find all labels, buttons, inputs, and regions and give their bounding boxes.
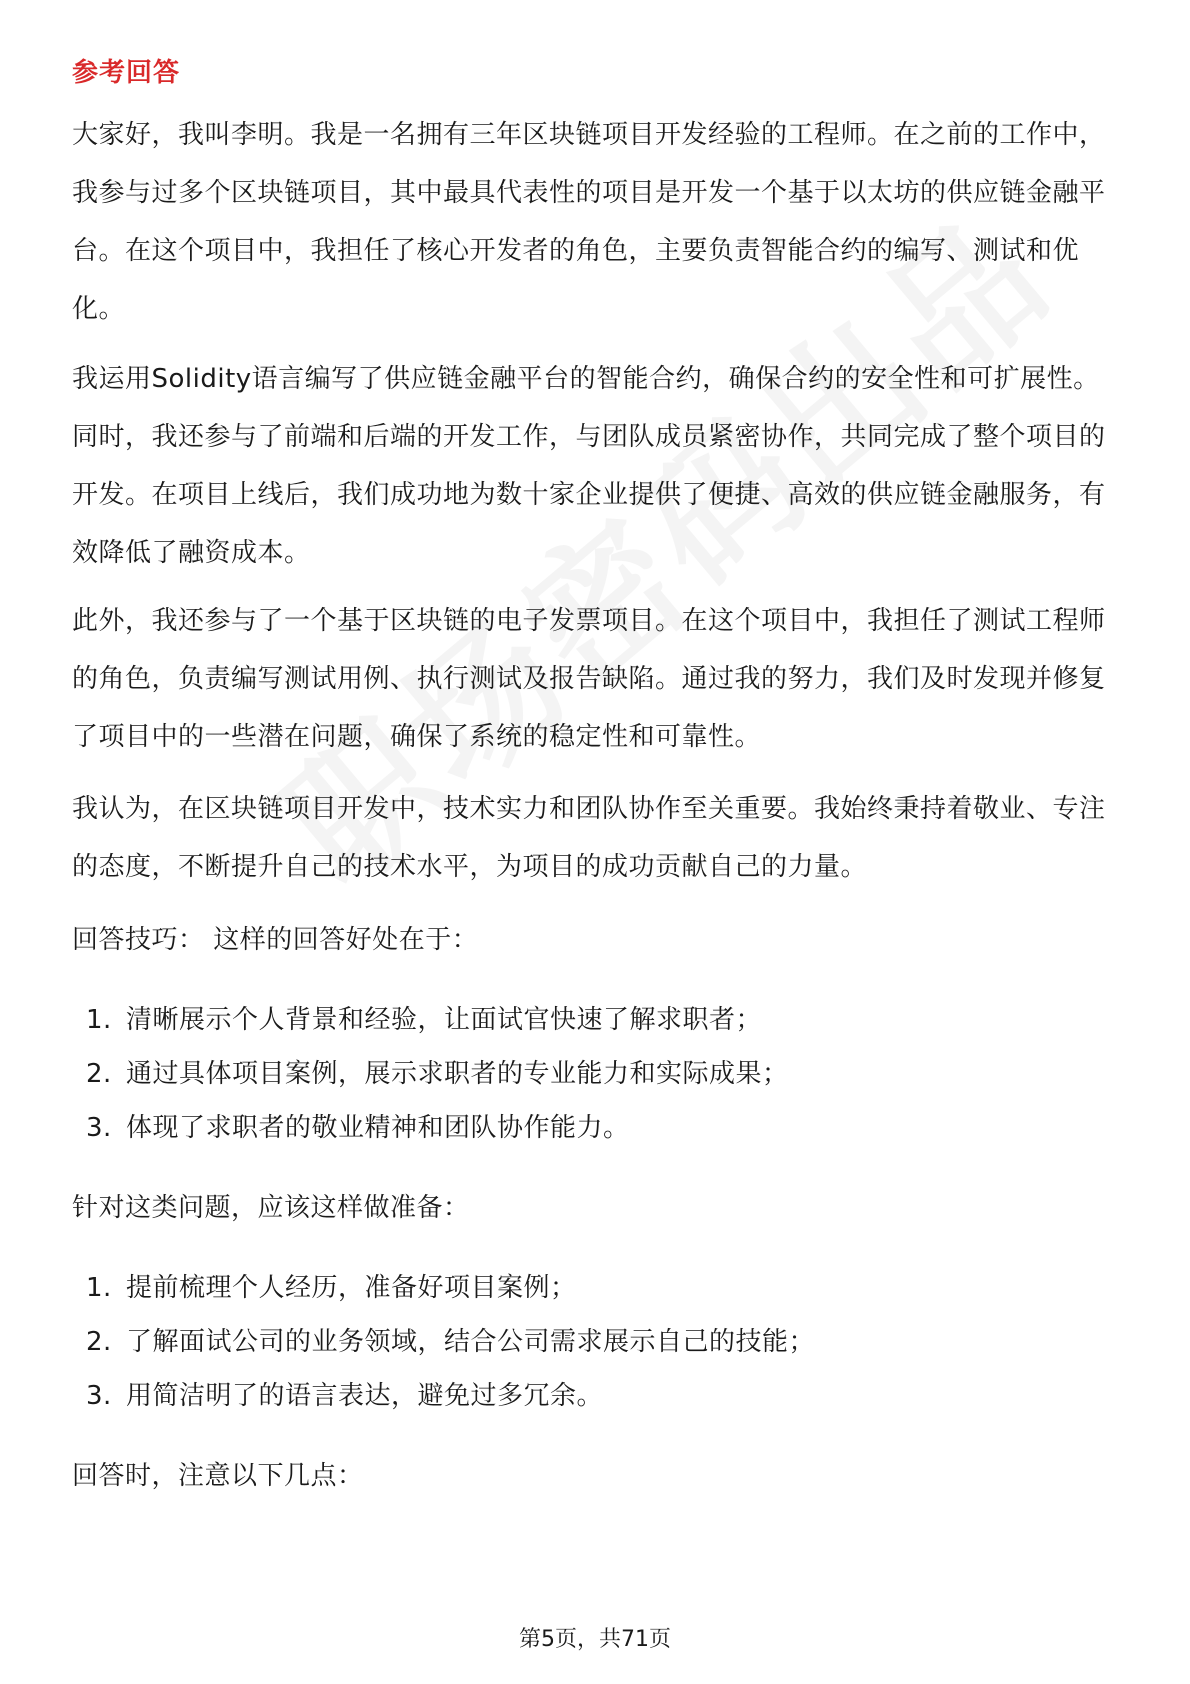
paragraph-2: 我运用Solidity语言编写了供应链金融平台的智能合约，确保合约的安全性和可扩展性。同时，我还参与了前端和后端的开发工作，与团队成员紧密协作，共同完成了整个项目的开发。在项目上线后，我们成功地为数十家企业提供了便捷、高效的供应链金融服务，有效降低了融资成本。 — [72, 364, 1106, 568]
tips-item-3 — [86, 1108, 630, 1148]
list-number: 2. — [86, 1327, 112, 1357]
prep-item-2 — [86, 1322, 815, 1362]
list-text: 体现了求职者的敬业精神和团队协作能力。 — [126, 1113, 630, 1143]
prep-item-1 — [86, 1268, 577, 1308]
notes-heading: 回答时，注意以下几点： — [72, 1461, 364, 1491]
paragraph-4: 我认为，在区块链项目开发中，技术实力和团队协作至关重要。我始终秉持着敬业、专注的态度，不断提升自己的技术水平，为项目的成功贡献自己的力量。 — [72, 794, 1106, 882]
list-number: 1. — [86, 1005, 112, 1035]
list-number: 3. — [86, 1113, 112, 1143]
section-heading: 参考回答 — [72, 58, 181, 88]
list-text: 提前梳理个人经历，准备好项目案例； — [126, 1273, 577, 1303]
list-number: 1. — [86, 1273, 112, 1303]
paragraph-1: 大家好，我叫李明。我是一名拥有三年区块链项目开发经验的工程师。在之前的工作中，我参与过多个区块链项目，其中最具代表性的项目是开发一个基于以太坊的供应链金融平台。在这个项目中，我担任了核心开发者的角色，主要负责智能合约的编写、测试和优化。 — [72, 120, 1106, 324]
page-number-footer: 第5页，共71页 — [519, 1627, 671, 1652]
tips-heading: 回答技巧： 这样的回答好处在于： — [72, 925, 479, 955]
list-number: 2. — [86, 1059, 112, 1089]
list-text: 通过具体项目案例，展示求职者的专业能力和实际成果； — [126, 1059, 789, 1089]
paragraph-3: 此外，我还参与了一个基于区块链的电子发票项目。在这个项目中，我担任了测试工程师的角色，负责编写测试用例、执行测试及报告缺陷。通过我的努力，我们及时发现并修复了项目中的一些潜在问题，确保了系统的稳定性和可靠性。 — [72, 606, 1106, 752]
list-number: 3. — [86, 1381, 112, 1411]
list-text: 用简洁明了的语言表达，避免过多冗余。 — [126, 1381, 604, 1411]
list-text: 清晰展示个人背景和经验，让面试官快速了解求职者； — [126, 1005, 763, 1035]
tips-item-1 — [86, 1000, 762, 1040]
tips-item-2 — [86, 1054, 789, 1094]
prep-heading: 针对这类问题，应该这样做准备： — [72, 1193, 470, 1223]
prep-item-3 — [86, 1376, 603, 1416]
list-text: 了解面试公司的业务领域，结合公司需求展示自己的技能； — [126, 1327, 816, 1357]
